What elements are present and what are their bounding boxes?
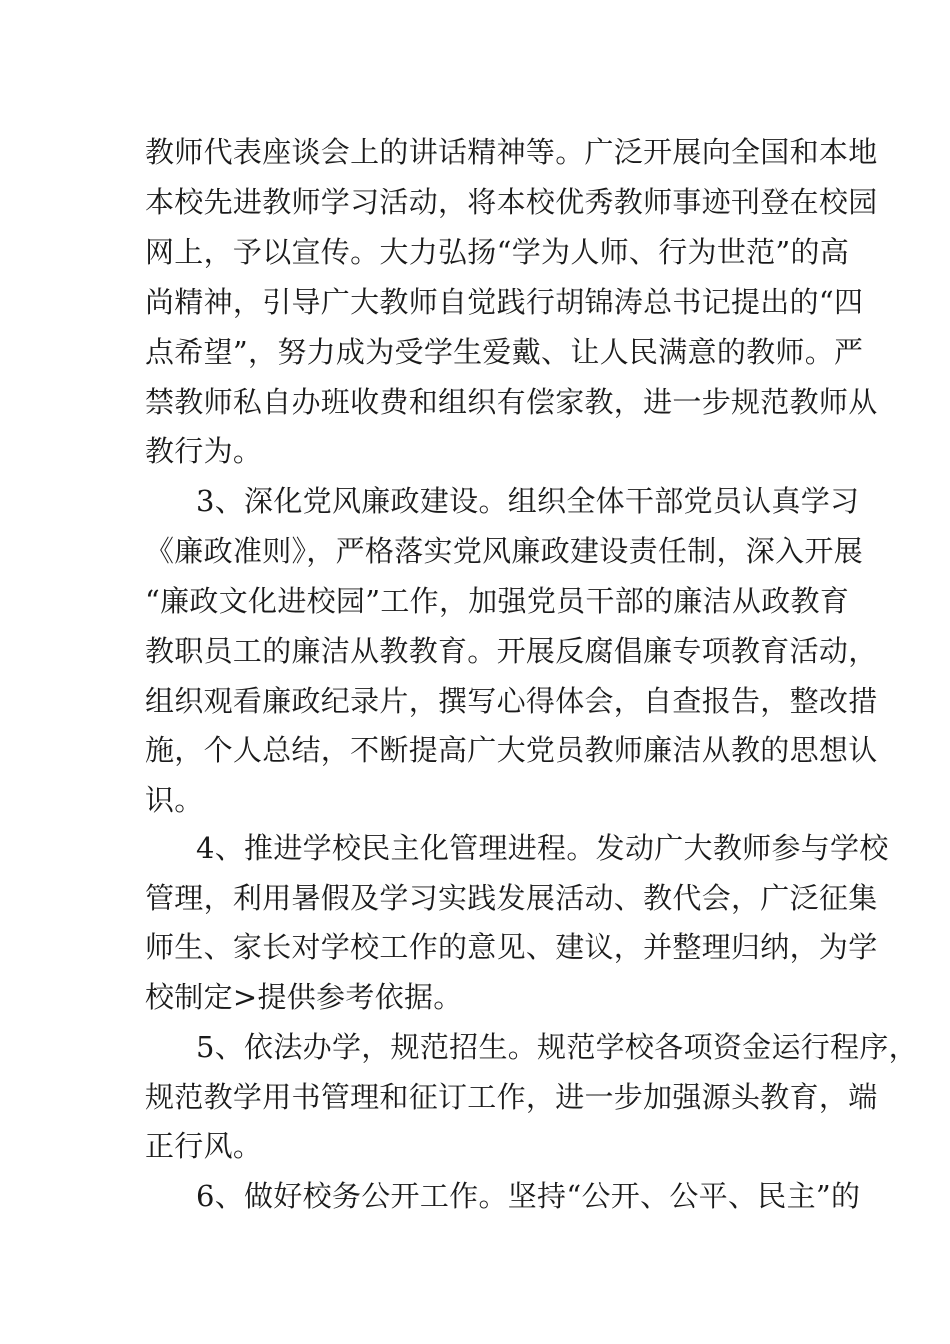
paragraph-6-first-line: 6、做好校务公开工作。坚持“公开、公平、民主”的	[196, 1179, 861, 1213]
text-line: 师生、家长对学校工作的意见、建议，并整理归纳，为学	[145, 930, 878, 964]
text-line: 教职员工的廉洁从教教育。开展反腐倡廉专项教育活动，	[145, 634, 878, 668]
text-line: 管理，利用暑假及学习实践发展活动、教代会，广泛征集	[145, 881, 878, 915]
text-line: 禁教师私自办班收费和组织有偿家教，进一步规范教师从	[145, 385, 878, 419]
paragraph-3-first-line: 3、深化党风廉政建设。组织全体干部党员认真学习	[196, 484, 860, 518]
text-line: 规范教学用书管理和征订工作，进一步加强源头教育，端	[145, 1080, 878, 1114]
text-line: 《廉政准则》，严格落实党风廉政建设责任制，深入开展	[145, 534, 864, 568]
text-line: 尚精神，引导广大教师自觉践行胡锦涛总书记提出的“四	[145, 285, 864, 319]
text-line: “廉政文化进校园”工作，加强党员干部的廉洁从政教育	[145, 584, 850, 618]
text-line: 施，个人总结，不断提高广大党员教师廉洁从教的思想认	[145, 733, 878, 767]
text-line: 组织观看廉政纪录片，撰写心得体会，自查报告，整改措	[145, 684, 878, 718]
text-line: 教行为。	[145, 434, 263, 468]
paragraph-5-first-line: 5、依法办学，规范招生。规范学校各项资金运行程序，	[196, 1030, 918, 1064]
paragraph-4-first-line: 4、推进学校民主化管理进程。发动广大教师参与学校	[196, 831, 889, 865]
text-line: 校制定>提供参考依据。	[145, 980, 463, 1014]
text-line: 本校先进教师学习活动，将本校优秀教师事迹刊登在校园	[145, 185, 878, 219]
text-line: 正行风。	[145, 1129, 263, 1163]
text-line: 点希望”，努力成为受学生爱戴、让人民满意的教师。严	[145, 335, 864, 369]
text-line: 教师代表座谈会上的讲话精神等。广泛开展向全国和本地	[145, 135, 878, 169]
text-line: 网上，予以宣传。大力弘扬“学为人师、行为世范”的高	[145, 235, 850, 269]
text-line: 识。	[145, 783, 204, 817]
